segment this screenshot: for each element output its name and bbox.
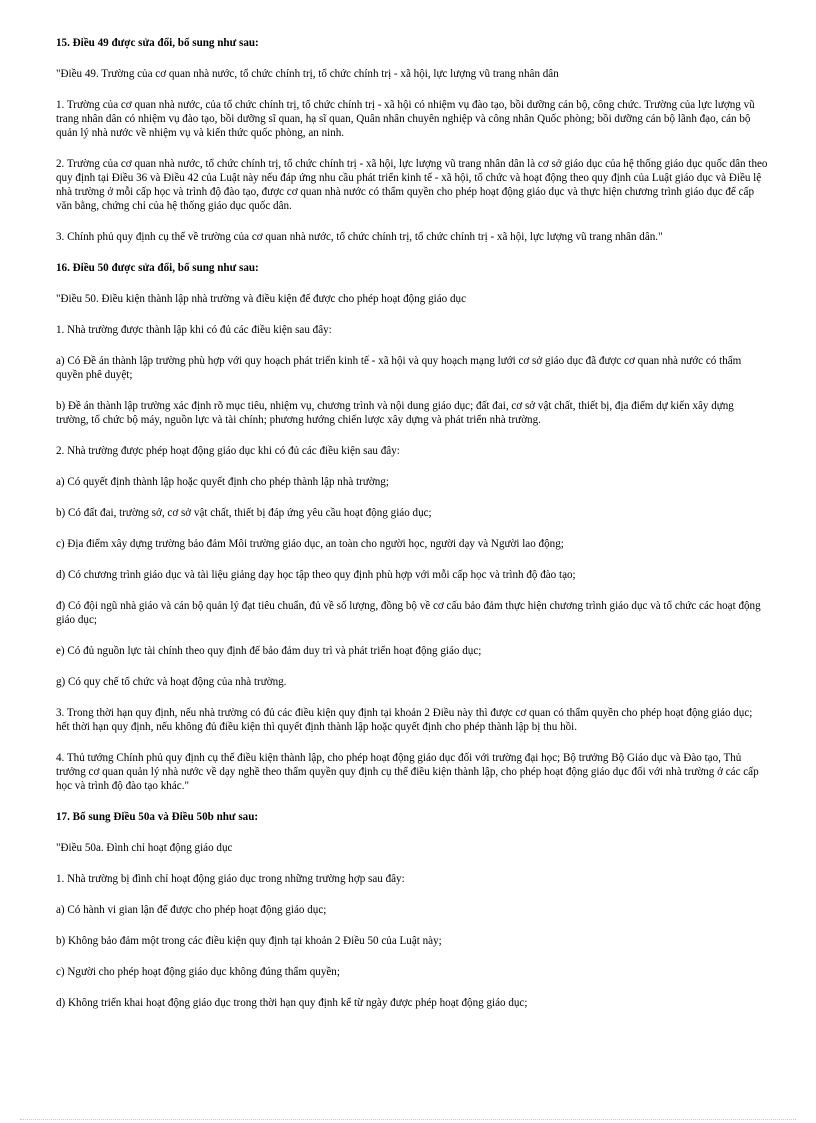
section-heading-17: 17. Bổ sung Điều 50a và Điều 50b như sau: [56,811,259,823]
section-heading-16: 16. Điều 50 được sửa đổi, bổ sung như sau: [56,262,259,274]
article-50-clause-4: 4. Thủ tướng Chính phủ quy định cụ thể điều kiện thành lập, cho phép hoạt động giáo dục đối với trường đại học; Bộ trưởng Bộ Giáo dục và Đào tạo, Thủ trưởng cơ quan quản lý nhà nước về dạy nghề theo thẩm quyền quy định cụ thể điều kiện thành lập, cho phép hoạt động giáo dục đối với nhà trường ở các cấp học và trình độ đào tạo khác." [56,752,759,792]
article-49-title: "Điều 49. Trường của cơ quan nhà nước, tổ chức chính trị, tổ chức chính trị - xã hội, lực lượng vũ trang nhân dân [56,68,559,80]
article-50a-title: "Điều 50a. Đình chỉ hoạt động giáo dục [56,842,233,854]
article-50-clause-1-point-a: a) Có Đề án thành lập trường phù hợp với quy hoạch phát triển kinh tế - xã hội và quy hoạch mạng lưới cơ sở giáo dục đã được cơ quan nhà nước có thẩm quyền phê duyệt; [56,355,742,381]
article-50-clause-2-point-g: g) Có quy chế tổ chức và hoạt động của nhà trường. [56,676,287,688]
article-50-clause-2-point-d: d) Có chương trình giáo dục và tài liệu giảng dạy học tập theo quy định phù hợp với mỗi cấp học và trình độ đào tạo; [56,569,576,581]
article-50-clause-3: 3. Trong thời hạn quy định, nếu nhà trường có đủ các điều kiện quy định tại khoản 2 Điều này thì được cơ quan có thẩm quyền cho phép hoạt động giáo dục; hết thời hạn quy định, nếu không đủ điều kiện thì quyết định thành lập hoặc quyết định cho phép thành lập bị thu hồi. [56,707,753,733]
article-50-clause-1-point-b: b) Đề án thành lập trường xác định rõ mục tiêu, nhiệm vụ, chương trình và nội dung giáo dục; đất đai, cơ sở vật chất, thiết bị, địa điểm dự kiến xây dựng trường, tổ chức bộ máy, nguồn lực và tài chính; phương hướng chiến lược xây dựng và phát triển nhà trường. [56,400,734,426]
article-50-clause-2-point-e: e) Có đủ nguồn lực tài chính theo quy định để bảo đảm duy trì và phát triển hoạt động giáo dục; [56,645,482,657]
article-50-clause-2-point-a: a) Có quyết định thành lập hoặc quyết định cho phép thành lập nhà trường; [56,476,389,488]
article-50a-clause-1-point-d: d) Không triển khai hoạt động giáo dục trong thời hạn quy định kể từ ngày được phép hoạt động giáo dục; [56,997,528,1009]
article-50a-clause-1-point-b: b) Không bảo đảm một trong các điều kiện quy định tại khoản 2 Điều 50 của Luật này; [56,935,442,947]
page-bottom-divider [20,1119,796,1120]
article-50-clause-2-point-dd: đ) Có đội ngũ nhà giáo và cán bộ quản lý đạt tiêu chuẩn, đủ về số lượng, đồng bộ về cơ cấu bảo đảm thực hiện chương trình giáo dục và tổ chức các hoạt động giáo dục; [56,600,761,626]
article-50-clause-2-point-b: b) Có đất đai, trường sở, cơ sở vật chất, thiết bị đáp ứng yêu cầu hoạt động giáo dục; [56,507,432,519]
section-heading-15: 15. Điều 49 được sửa đổi, bổ sung như sau: [56,37,259,49]
article-50-title: "Điều 50. Điều kiện thành lập nhà trường và điều kiện để được cho phép hoạt động giáo dục [56,293,466,305]
article-50a-clause-1-point-c: c) Người cho phép hoạt động giáo dục không đúng thẩm quyền; [56,966,340,978]
article-50-clause-2-point-c: c) Địa điểm xây dựng trường bảo đảm Môi trường giáo dục, an toàn cho người học, người dạy và Người lao động; [56,538,564,550]
article-49-clause-2: 2. Trường của cơ quan nhà nước, tổ chức chính trị, tổ chức chính trị - xã hội, lực lượng vũ trang nhân dân là cơ sở giáo dục của hệ thống giáo dục quốc dân theo quy định tại Điều 36 và Điều 42 của Luật này nếu đáp ứng nhu cầu phát triển kinh tế - xã hội, tổ chức và hoạt động theo quy định của Luật giáo dục và Điều lệ nhà trường ở mỗi cấp học và trình độ đào tạo, được cơ quan nhà nước có thẩm quyền cho phép hoạt động giáo dục và thực hiện chương trình giáo dục để cấp văn bằng, chứng chỉ của hệ thống giáo dục quốc dân. [56,158,768,212]
article-50-clause-2: 2. Nhà trường được phép hoạt động giáo dục khi có đủ các điều kiện sau đây: [56,445,400,457]
document-body [56,36,768,1027]
article-50-clause-1: 1. Nhà trường được thành lập khi có đủ các điều kiện sau đây: [56,324,332,336]
article-49-clause-1: 1. Trường của cơ quan nhà nước, của tổ chức chính trị, tổ chức chính trị - xã hội có nhiệm vụ đào tạo, bồi dưỡng cán bộ, công chức. Trường của lực lượng vũ trang nhân dân có nhiệm vụ đào tạo, bồi dưỡng sĩ quan, hạ sĩ quan, Quân nhân chuyên nghiệp và công nhân Quốc phòng; bồi dưỡng cán bộ lãnh đạo, cán bộ quản lý nhà nước về nhiệm vụ và kiến thức quốc phòng, an ninh. [56,99,755,139]
article-50a-clause-1-point-a: a) Có hành vi gian lận để được cho phép hoạt động giáo dục; [56,904,327,916]
article-50a-clause-1: 1. Nhà trường bị đình chỉ hoạt động giáo dục trong những trường hợp sau đây: [56,873,405,885]
article-49-clause-3: 3. Chính phủ quy định cụ thể về trường của cơ quan nhà nước, tổ chức chính trị, tổ chức chính trị - xã hội, lực lượng vũ trang nhân dân." [56,231,663,243]
